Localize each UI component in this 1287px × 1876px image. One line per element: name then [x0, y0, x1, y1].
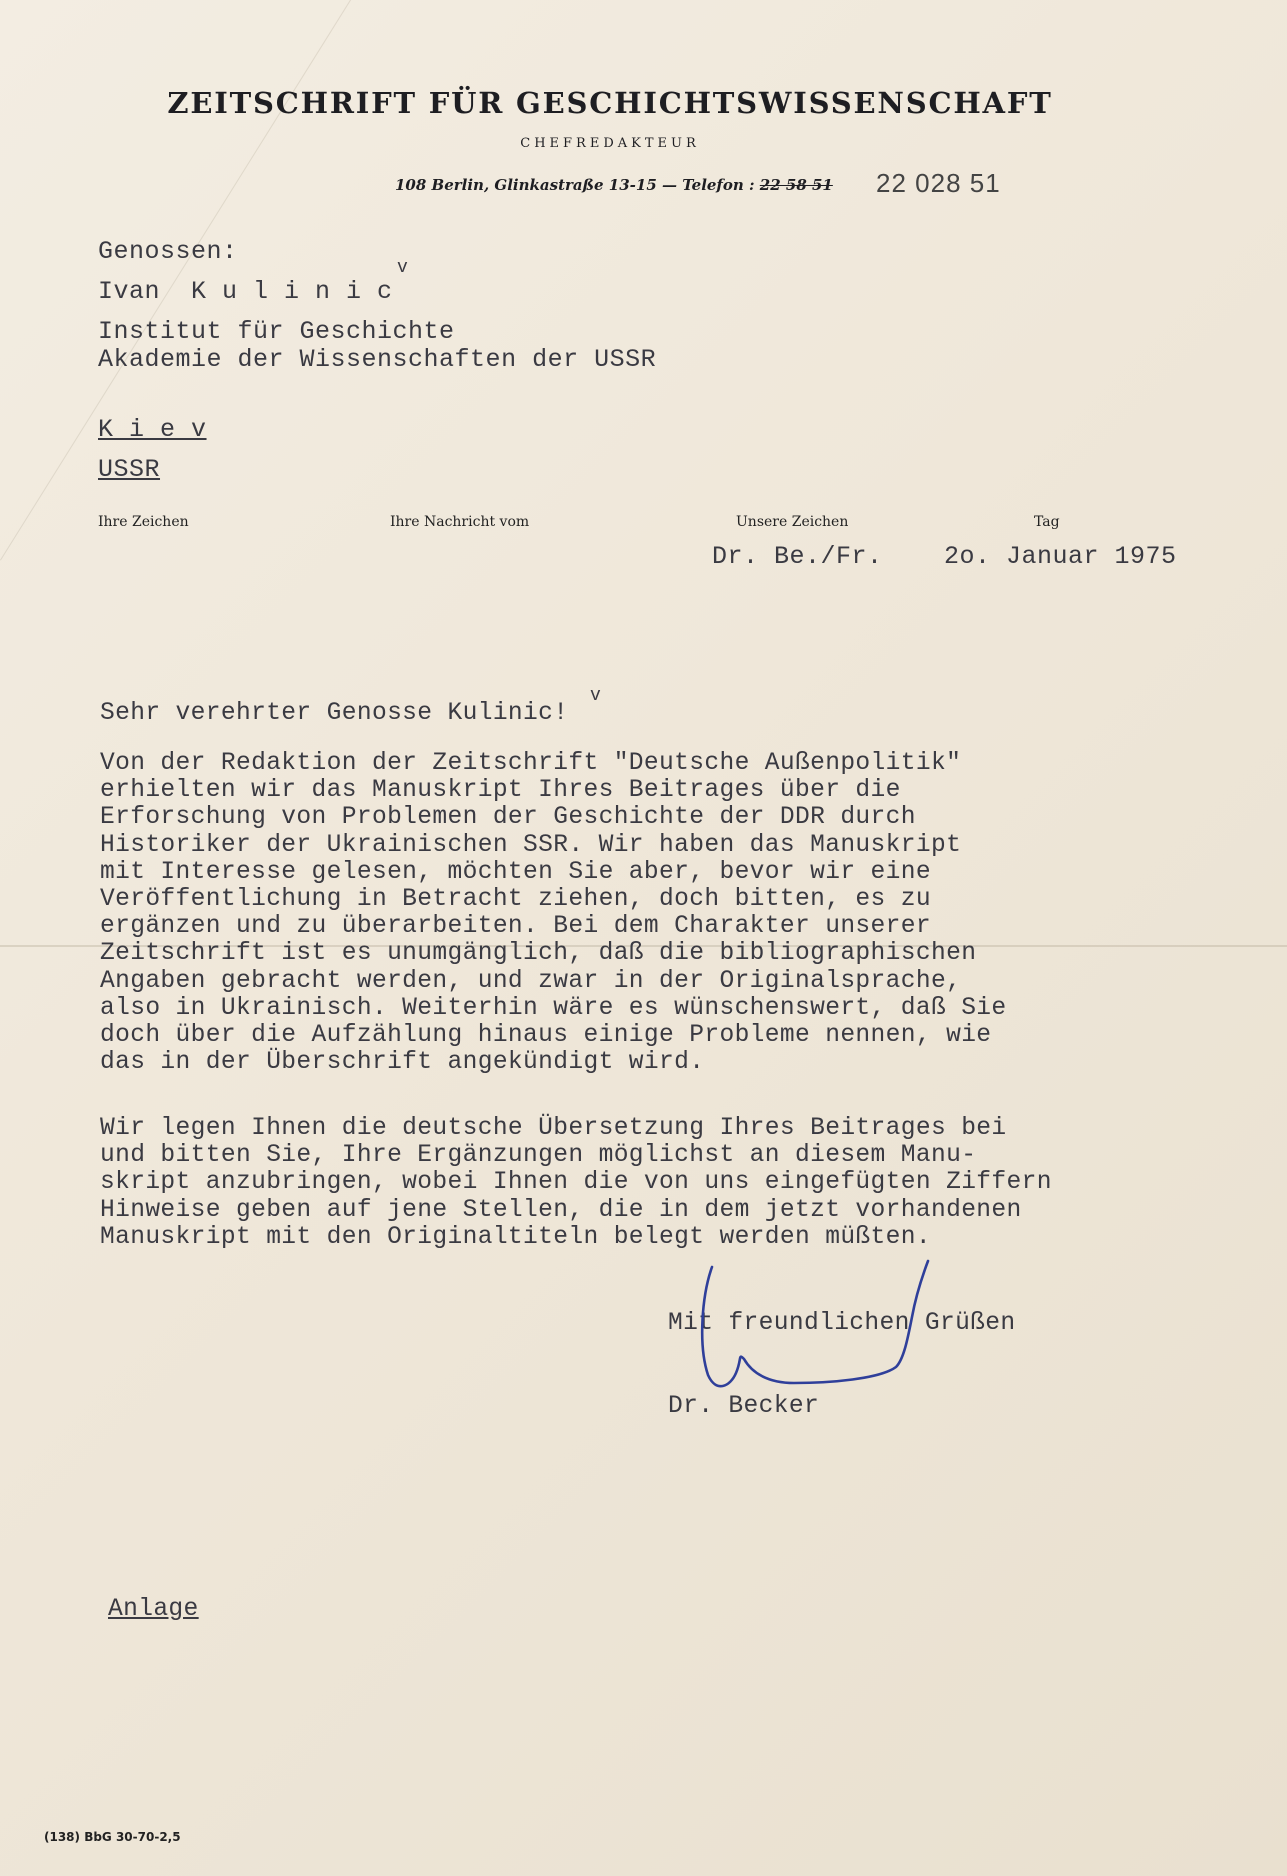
sender-name: Dr. Becker: [668, 1393, 820, 1420]
text-line: erhielten wir das Manuskript Ihres Beitrages über die: [100, 777, 901, 805]
text-line: Angaben gebracht werden, und zwar in der Originalsprache,: [100, 967, 962, 995]
text-line: skript anzubringen, wobei Ihnen die von uns eingefügten Ziffern: [100, 1169, 1052, 1197]
recipient-academy: Akademie der Wissenschaften der USSR: [98, 345, 657, 374]
recipient-institute: Institut für Geschichte: [98, 317, 455, 346]
paragraph-2: [100, 1115, 1052, 1251]
label-unsere-zeichen: Unsere Zeichen: [736, 514, 849, 530]
text-line: Historiker der Ukrainischen SSR. Wir haben das Manuskript: [100, 831, 962, 859]
text-line: das in der Überschrift angekündigt wird.: [100, 1049, 705, 1077]
text-line: Zeitschrift ist es unumgänglich, daß die bibliographischen: [100, 940, 977, 968]
label-tag: Tag: [1034, 514, 1060, 530]
letter-date: 2o. Januar 1975: [944, 542, 1177, 571]
paragraph-1: [100, 750, 1007, 1076]
recipient-salutation: Genossen:: [98, 237, 238, 266]
text-line: mit Interesse gelesen, möchten Sie aber, bevor wir eine: [100, 858, 931, 886]
text-line: Manuskript mit den Originaltiteln belegt werden müßten.: [100, 1223, 931, 1251]
recipient-country: USSR: [98, 455, 161, 484]
greeting: Sehr verehrter Genosse Kulinic!: [100, 700, 569, 727]
label-ihre-zeichen: Ihre Zeichen: [98, 514, 189, 530]
text-line: doch über die Aufzählung hinaus einige Probleme nennen, wie: [100, 1022, 992, 1050]
text-line: also in Ukrainisch. Weiterhin wäre es wünschenswert, daß Sie: [100, 994, 1007, 1022]
old-phone: 22 58 51: [759, 176, 833, 194]
recipient-city: K i e v: [98, 415, 207, 444]
text-line: Erforschung von Problemen der Geschichte der DDR durch: [100, 804, 916, 832]
our-reference: Dr. Be./Fr.: [712, 542, 883, 571]
form-code: (138) BbG 30-70-2,5: [44, 1830, 181, 1844]
text-line: Veröffentlichung in Betracht ziehen, doch bitten, es zu: [100, 886, 931, 914]
recipient-name: Ivan K u l i n i c: [98, 277, 393, 306]
new-phone: 22 028 51: [876, 168, 1001, 198]
letterhead-title: ZEITSCHRIFT FÜR GESCHICHTSWISSENSCHAFT: [167, 86, 1053, 120]
text-line: und bitten Sie, Ihre Ergänzungen möglichst an diesem Manu-: [100, 1142, 977, 1170]
caron-mark: v: [590, 686, 601, 706]
letterhead-address: [395, 176, 833, 194]
caron-mark: v: [397, 258, 408, 278]
signature: [690, 1255, 950, 1415]
label-ihre-nachricht: Ihre Nachricht vom: [390, 514, 530, 530]
text-line: Wir legen Ihnen die deutsche Übersetzung Ihres Beitrages bei: [100, 1115, 1007, 1142]
closing: Mit freundlichen Grüßen: [668, 1310, 1016, 1337]
text-line: ergänzen und zu überarbeiten. Bei dem Charakter unserer: [100, 913, 931, 941]
address-text: 108 Berlin, Glinkastraße 13-15 — Telefon :: [395, 176, 760, 194]
enclosure: Anlage: [108, 1596, 199, 1623]
text-line: Von der Redaktion der Zeitschrift "Deutsche Außenpolitik": [100, 750, 962, 777]
text-line: Hinweise geben auf jene Stellen, die in dem jetzt vorhandenen: [100, 1196, 1022, 1224]
letterhead-subtitle: CHEFREDAKTEUR: [520, 136, 700, 151]
